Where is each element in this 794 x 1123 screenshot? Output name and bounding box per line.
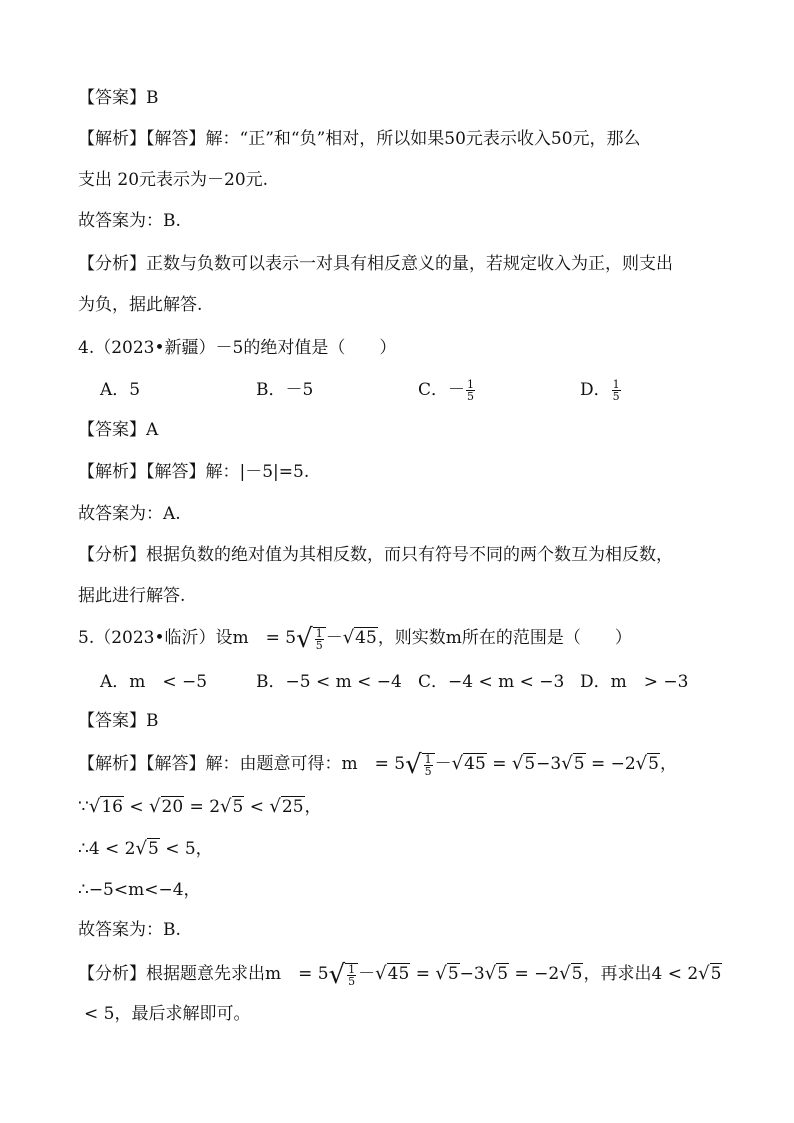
sqrt-5: √5	[135, 838, 159, 859]
q4-option-d-label: D．	[580, 380, 611, 400]
sqrt-5: √5	[635, 753, 659, 774]
analysis-line-3a: 【解析】【解答】解：“正”和“负”相对，所以如果50元表示收入50元，那么	[78, 129, 641, 149]
q5-stem-sqrt-frac: √ $\frac{1}{5}$	[296, 626, 326, 651]
minus-three: −3	[459, 964, 485, 984]
fenxi-fraction	[347, 964, 356, 987]
sqrt-5: √5	[484, 963, 509, 984]
q4-option-c-label: C．－	[418, 380, 466, 400]
q4-option-d	[580, 378, 622, 402]
comma: ，	[304, 797, 322, 817]
therefore-line-1	[78, 837, 213, 861]
fenxi-mid: ，再求出4 < 2	[583, 964, 699, 984]
comma: ，	[659, 754, 677, 774]
sqrt-5: √5	[698, 963, 722, 984]
sqrt-5: √5	[220, 796, 244, 817]
q4-option-c-fraction	[466, 379, 475, 402]
fenxi-line-3b: 为负，据此解答.	[78, 295, 203, 315]
fenxi-line-5a	[78, 960, 722, 990]
q4-option-c	[418, 378, 476, 402]
sqrt-5: √5	[561, 753, 585, 774]
frac-den: 5	[612, 390, 620, 403]
question-4-stem: 4.（2023•新疆）－5的绝对值是（ ）	[78, 338, 397, 358]
q5-analysis-sqrt-frac: √ $\frac{1}{5}$	[405, 752, 435, 777]
fenxi-prefix: 【分析】根据题意先求出m = 5	[78, 964, 329, 984]
sqrt-16: √16	[88, 796, 123, 817]
answer-line-4: 【答案】A	[78, 420, 159, 440]
equals-neg2: = −2	[585, 754, 636, 774]
sqrt-25: √25	[269, 796, 304, 817]
analysis-line-5	[78, 750, 677, 780]
sqrt-45: √45	[375, 963, 410, 984]
less-than: <	[123, 797, 150, 817]
q5-stem-suffix: ，则实数m所在的范围是（ ）	[377, 628, 632, 648]
analysis-line-3b: 支出 20元表示为－20元.	[78, 170, 269, 190]
q4-option-b: B．－5	[256, 380, 314, 400]
equals: =	[410, 964, 436, 984]
q4-option-a: A．5	[100, 380, 141, 400]
sqrt-5: √5	[511, 753, 536, 774]
therefore-line-2: ∴−5<m<−4，	[78, 880, 201, 900]
q5-analysis-fraction	[424, 754, 433, 777]
frac-den: 5	[348, 974, 356, 988]
equals-2: = 2	[184, 797, 221, 817]
therefore-end: < 5，	[159, 839, 213, 859]
frac-den: 5	[315, 638, 323, 652]
sqrt-20: √20	[149, 796, 184, 817]
conclusion-line-4: 故答案为：A.	[78, 504, 181, 524]
q5-option-a: A．m < −5	[100, 672, 208, 692]
q5-option-b: B．−5 < m < −4	[256, 672, 402, 692]
fenxi-line-4b: 据此进行解答.	[78, 586, 186, 606]
minus-three: −3	[536, 754, 562, 774]
answer-line-3: 【答案】B	[78, 88, 159, 108]
fenxi-line-4a: 【分析】根据负数的绝对值为其相反数，而只有符号不同的两个数互为相反数，	[78, 545, 673, 565]
q5-analysis-prefix: 【解析】【解答】解：由题意可得：m = 5	[78, 754, 406, 774]
frac-num: 1	[467, 378, 475, 391]
sqrt-5: √5	[435, 963, 459, 984]
question-5-stem	[78, 624, 632, 654]
conclusion-line-5: 故答案为：B.	[78, 920, 181, 940]
therefore-prefix: ∴4 < 2	[78, 839, 136, 859]
q5-stem-fraction	[315, 628, 324, 651]
frac-num: 1	[348, 962, 356, 976]
sqrt-45: √45	[451, 753, 486, 774]
answer-line-5: 【答案】B	[78, 711, 159, 731]
equals-neg2: = −2	[509, 964, 560, 984]
q5-option-c: C．−4 < m < −3	[418, 672, 565, 692]
frac-den: 5	[467, 390, 475, 403]
because-symbol: ∵	[78, 797, 89, 817]
less-than: <	[244, 797, 270, 817]
fenxi-sqrt-frac: √ $\frac{1}{5}$	[329, 962, 359, 987]
q5-stem-sqrt45: √45	[342, 627, 377, 648]
q5-stem-minus: －	[325, 628, 343, 648]
analysis-line-4: 【解析】【解答】解：|－5|=5.	[78, 462, 310, 482]
frac-den: 5	[424, 764, 432, 778]
frac-num: 1	[315, 626, 323, 640]
frac-num: 1	[612, 378, 620, 391]
because-line	[78, 795, 322, 819]
q5-option-d: D．m > −3	[580, 672, 689, 692]
conclusion-line-3: 故答案为：B.	[78, 211, 181, 231]
q4-option-d-fraction	[612, 379, 621, 402]
equals: =	[486, 754, 512, 774]
minus-sign: －	[358, 964, 376, 984]
q5-stem-prefix: 5.（2023•临沂）设m = 5	[78, 628, 297, 648]
frac-num: 1	[424, 752, 432, 766]
fenxi-line-5b: < 5，最后求解即可。	[84, 1004, 251, 1024]
sqrt-5: √5	[559, 963, 583, 984]
minus-sign: －	[434, 754, 452, 774]
fenxi-line-3a: 【分析】正数与负数可以表示一对具有相反意义的量，若规定收入为正，则支出	[78, 254, 673, 274]
